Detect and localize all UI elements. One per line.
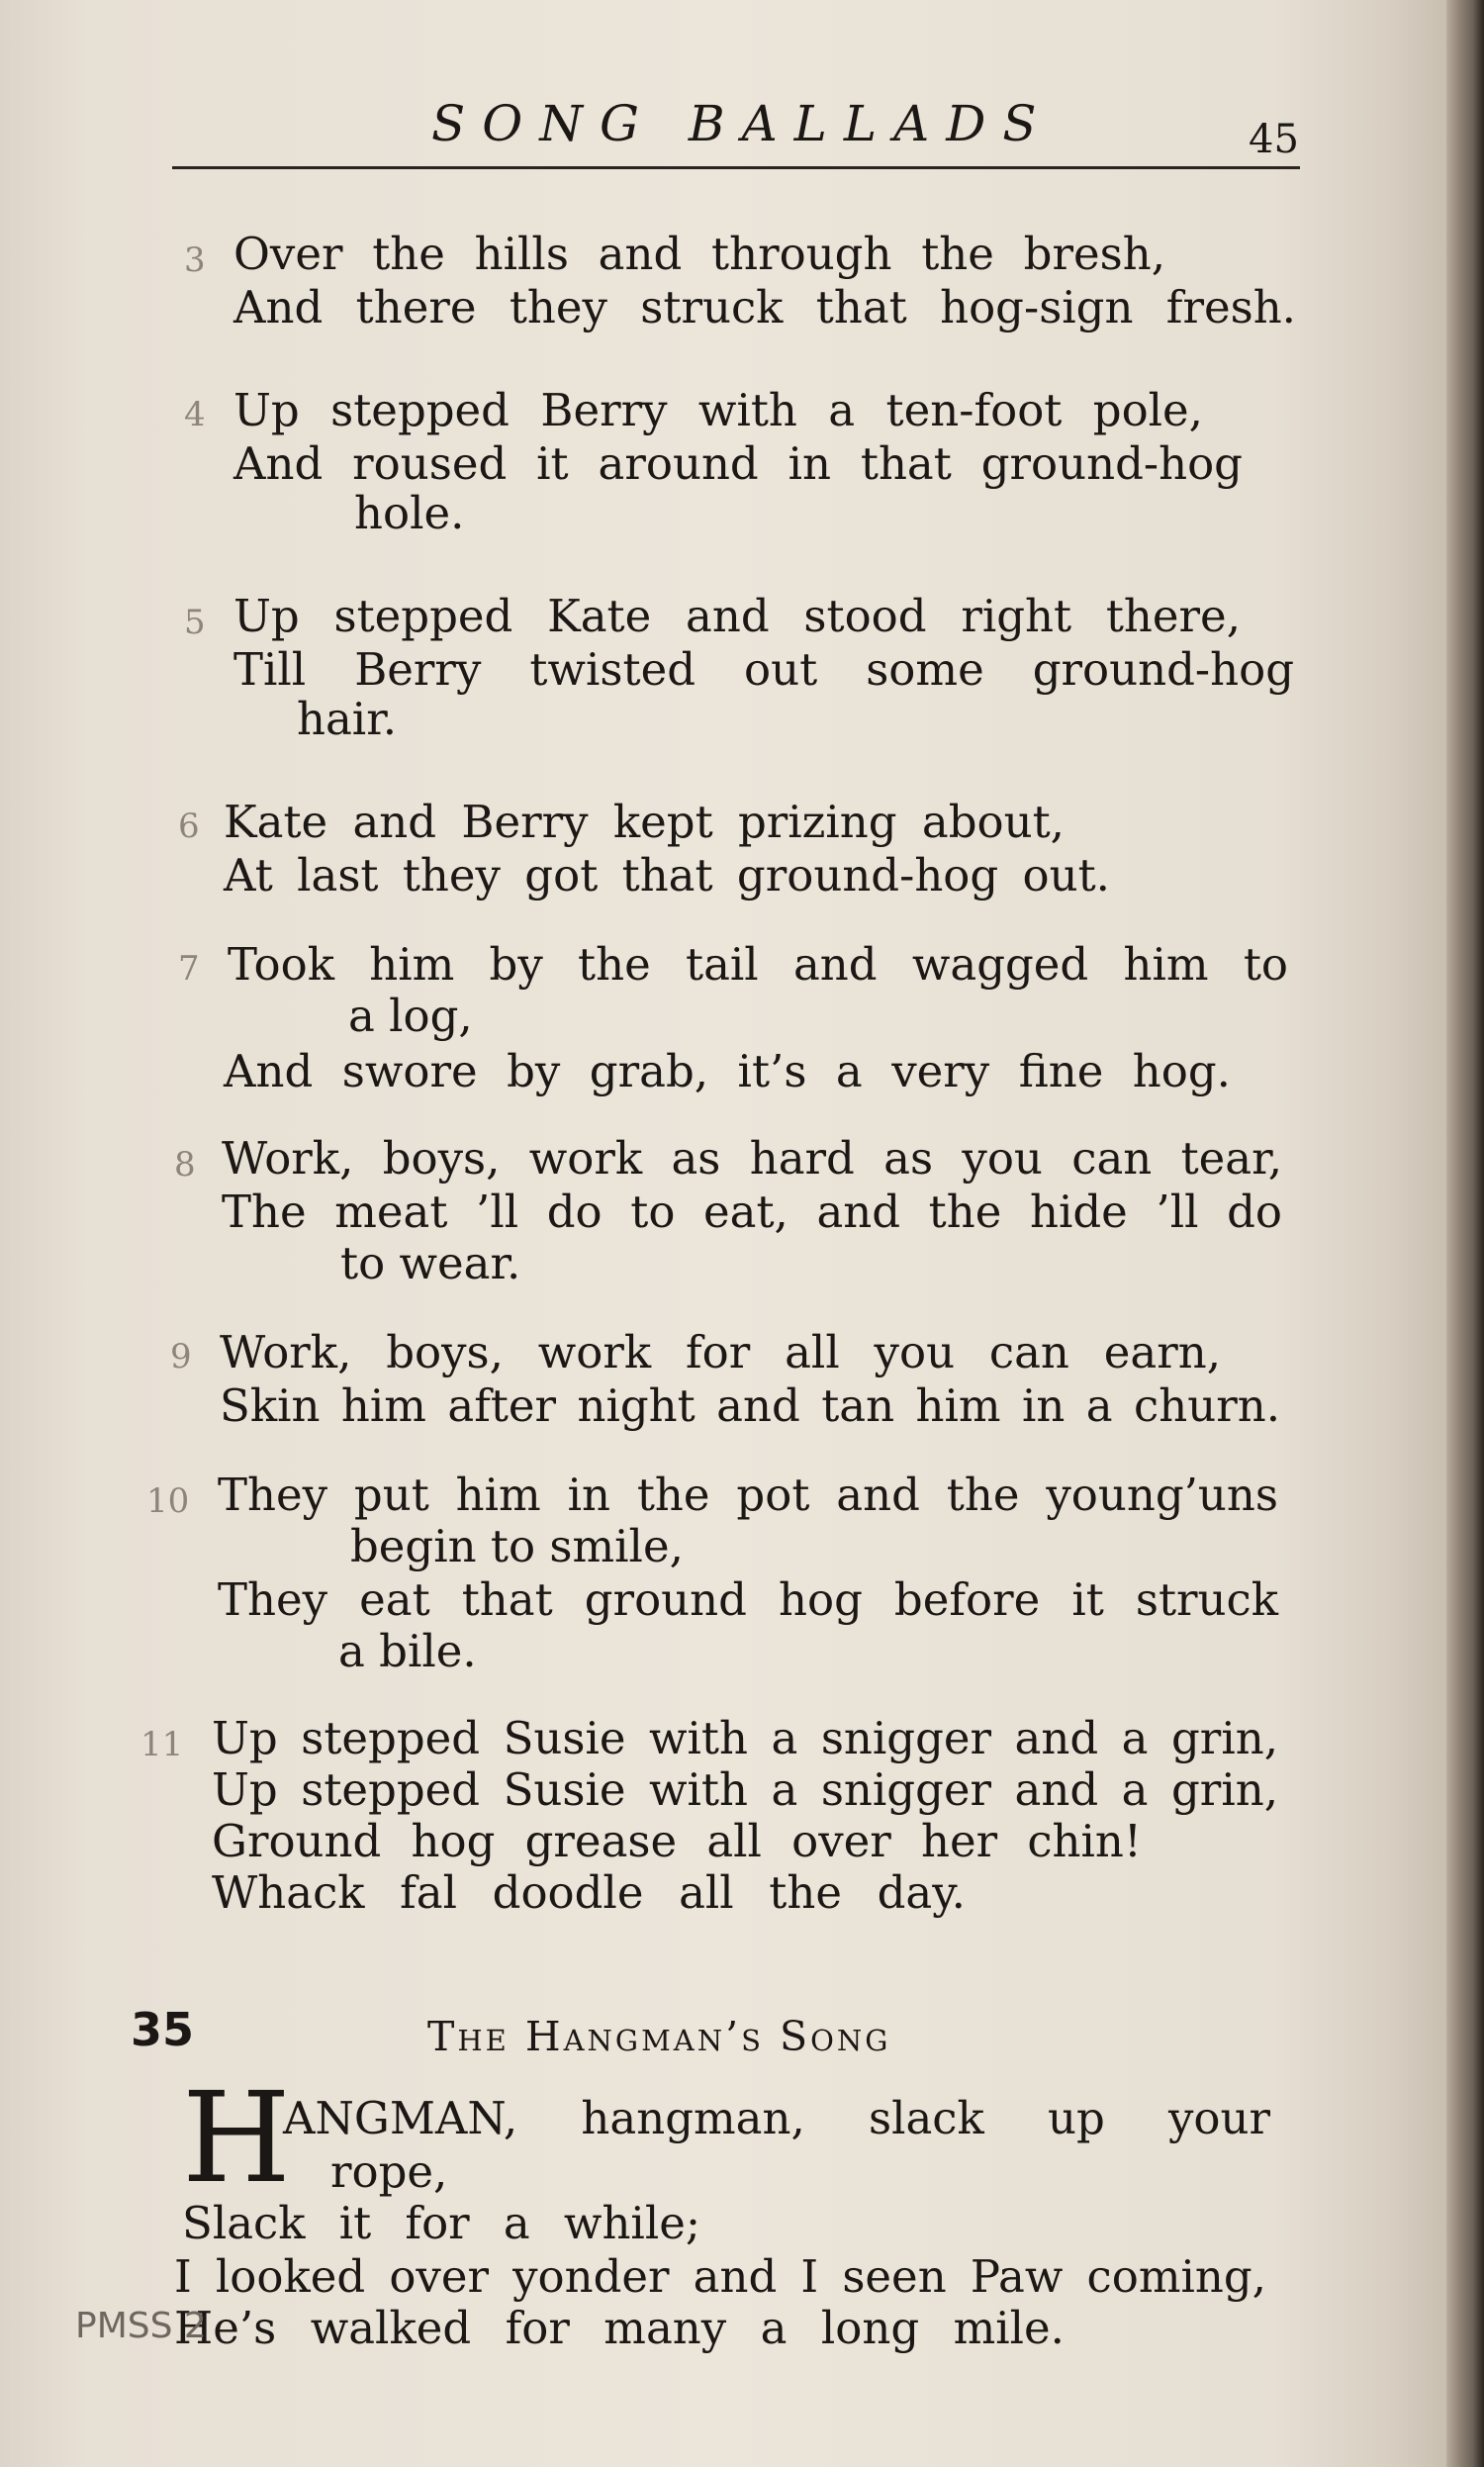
verse-line: Till Berry twisted out some ground-hog bbox=[233, 643, 1294, 696]
stanza-number: 4 bbox=[184, 395, 206, 434]
verse-line: hair. bbox=[297, 693, 398, 745]
verse-line: At last they got that ground-hog out. bbox=[224, 849, 1110, 901]
verse-line: They put him in the pot and the young’uns bbox=[218, 1469, 1278, 1521]
verse-line: Over the hills and through the bresh, bbox=[233, 228, 1165, 280]
verse-line: a log, bbox=[348, 990, 473, 1042]
verse-line: And there they struck that hog-sign fresh. bbox=[233, 281, 1296, 333]
stanza-number: 7 bbox=[178, 949, 200, 989]
stanza-number: 11 bbox=[140, 1725, 184, 1764]
verse-line: Up stepped Susie with a snigger and a grin, bbox=[212, 1763, 1278, 1816]
verse-line: Work, boys, work for all you can earn, bbox=[220, 1326, 1221, 1378]
page-number: 45 bbox=[1249, 117, 1299, 162]
verse-line: Up stepped Berry with a ten-foot pole, bbox=[233, 384, 1203, 436]
verse-line: Up stepped Susie with a snigger and a grin, bbox=[212, 1712, 1278, 1764]
verse-line: a bile. bbox=[338, 1625, 477, 1677]
stanza-number: 6 bbox=[178, 807, 200, 846]
verse-line: Took him by the tail and wagged him to bbox=[228, 938, 1288, 991]
stanza-number: 10 bbox=[146, 1481, 190, 1521]
song-number: 35 bbox=[131, 2003, 195, 2056]
book-binding-edge bbox=[1446, 0, 1484, 2467]
verse-line: They eat that ground hog before it struck bbox=[218, 1573, 1278, 1626]
stanza-number: 8 bbox=[174, 1145, 196, 1185]
verse-line: And swore by grab, it’s a very fine hog. bbox=[224, 1045, 1231, 1097]
verse-line: rope, bbox=[330, 2145, 448, 2198]
verse-line: Skin him after night and tan him in a churn. bbox=[220, 1379, 1280, 1432]
verse-line: Slack it for a while; bbox=[182, 2197, 700, 2249]
verse-line: The meat ’ll do to eat, and the hide ’ll do bbox=[222, 1186, 1282, 1238]
archive-stamp: PMSS 2 bbox=[75, 2306, 207, 2346]
verse-line: Work, boys, work as hard as you can tear, bbox=[222, 1132, 1282, 1185]
verse-line: Whack fal doodle all the day. bbox=[212, 1866, 966, 1919]
verse-line: And roused it around in that ground-hog bbox=[233, 437, 1243, 490]
verse-line: to wear. bbox=[340, 1237, 521, 1289]
stanza-number: 5 bbox=[184, 603, 206, 642]
verse-line: Up stepped Kate and stood right there, bbox=[233, 590, 1241, 642]
song-title: The Hangman’s Song bbox=[427, 2013, 891, 2060]
stanza-number: 3 bbox=[184, 240, 206, 280]
verse-line: hole. bbox=[354, 487, 465, 539]
header-rule bbox=[172, 166, 1300, 169]
verse-line: ANGMAN, hangman, slack up your bbox=[283, 2092, 1270, 2144]
verse-line: begin to smile, bbox=[350, 1520, 684, 1572]
verse-line: Ground hog grease all over her chin! bbox=[212, 1815, 1142, 1867]
verse-line: Kate and Berry kept prizing about, bbox=[224, 796, 1065, 848]
stanza-number: 9 bbox=[170, 1337, 192, 1376]
verse-line: He’s walked for many a long mile. bbox=[174, 2302, 1065, 2354]
verse-line: I looked over yonder and I seen Paw coming, bbox=[174, 2250, 1266, 2303]
drop-cap: H bbox=[182, 2065, 291, 2211]
running-head: SONG BALLADS bbox=[431, 95, 1054, 152]
